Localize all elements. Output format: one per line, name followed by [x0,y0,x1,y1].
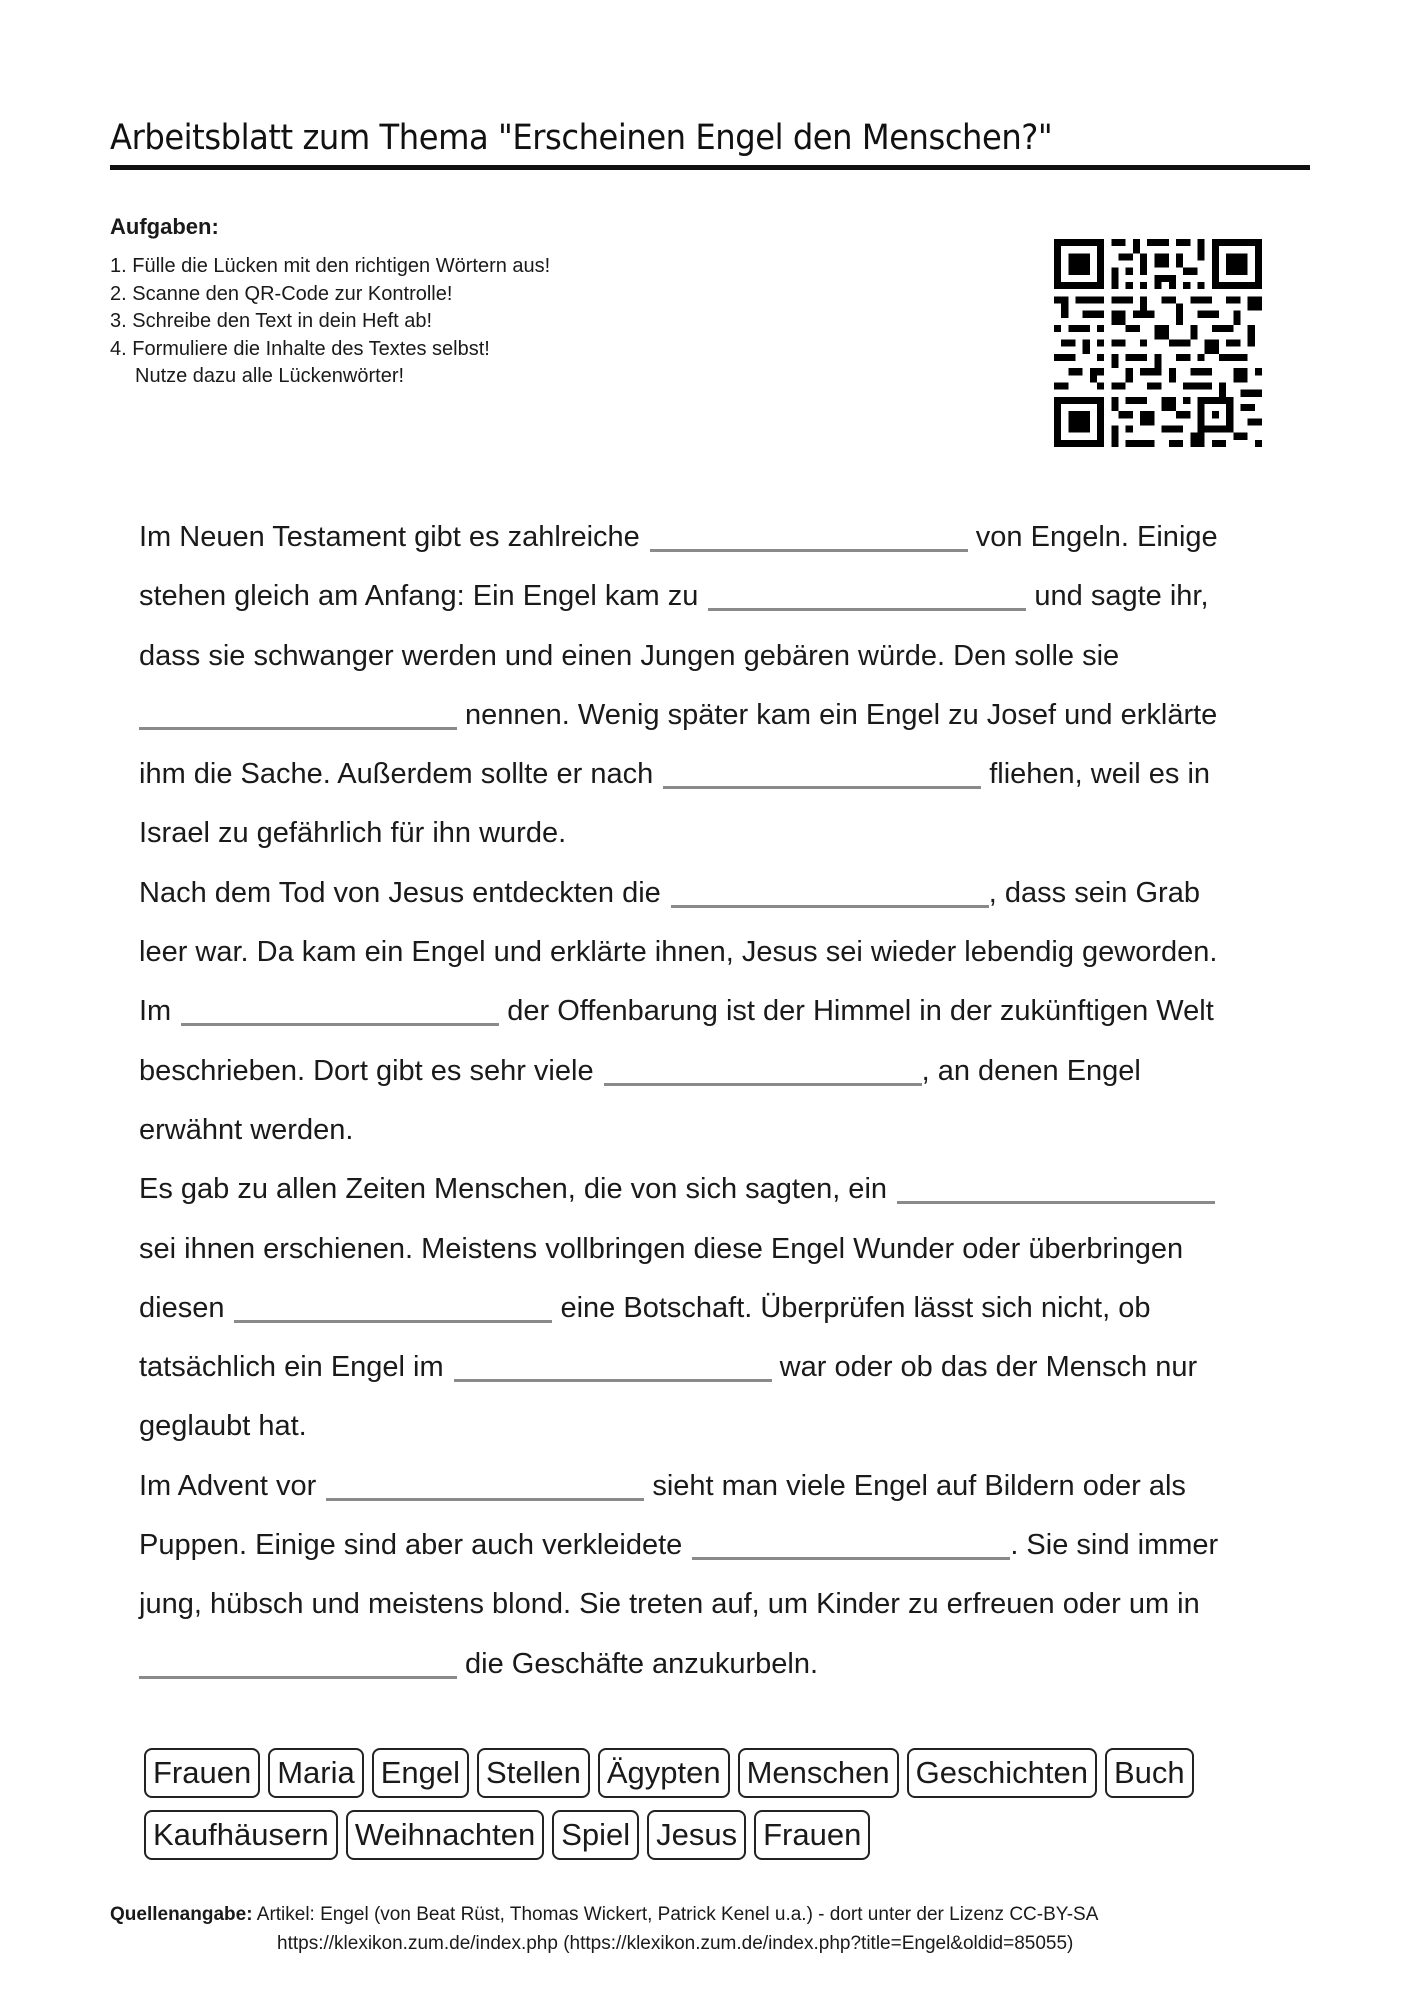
text-segment: Israel zu gefährlich für ihn wurde. [139,817,567,850]
word-chip[interactable]: Ägypten [598,1748,730,1798]
text-segment: der Offenbarung ist der Himmel in der zukünftigen Welt [507,995,1214,1028]
text-line [139,1516,1279,1575]
word-chip[interactable]: Geschichten [907,1748,1097,1798]
text-segment: Nach dem Tod von Jesus entdeckten die [139,876,661,909]
blank-field[interactable] [897,1173,1215,1204]
text-line [139,686,1279,745]
text-segment: , dass sein Grab [988,876,1200,909]
word-chip[interactable]: Frauen [144,1748,260,1798]
blank-field[interactable] [671,877,989,908]
task-item: 3. Schreibe den Text in dein Heft ab! [110,310,433,332]
text-segment: Im [139,995,172,1028]
text-segment: eine Botschaft. Überprüfen lässt sich nicht, ob [560,1291,1151,1324]
text-segment: und sagte ihr, [1034,580,1209,613]
text-line [139,627,1279,686]
task-item: 4. Formuliere die Inhalte des Textes selbst! [110,337,490,360]
word-chip[interactable]: Weihnachten [346,1810,544,1860]
word-chip[interactable]: Spiel [552,1810,639,1860]
blank-field[interactable] [454,1351,772,1382]
text-segment: geglaubt hat. [139,1410,307,1443]
text-line [139,745,1279,804]
text-segment: jung, hübsch und meistens blond. Sie treten auf, um Kinder zu erfreuen oder um in [139,1588,1200,1621]
text-segment: Im Advent vor [139,1469,317,1502]
text-line [139,1101,1279,1160]
text-segment: die Geschäfte anzukurbeln. [465,1647,819,1680]
task-list [110,253,550,391]
tasks-heading: Aufgaben: [110,214,219,239]
source-label: Quellenangabe: [110,1904,253,1925]
text-segment: diesen [139,1291,225,1324]
blank-field[interactable] [604,1055,922,1086]
task-item: 2. Scanne den QR-Code zur Kontrolle! [110,282,453,305]
text-segment: fliehen, weil es in [989,758,1211,791]
text-segment: leer war. Da kam ein Engel und erklärte ihnen, Jesus sei wieder lebendig geworden. [139,936,1218,969]
word-chip[interactable]: Jesus [647,1810,746,1860]
word-bank-row [144,1748,1294,1798]
task-item-continuation: Nutze dazu alle Lückenwörter! [135,365,405,387]
source-text: Artikel: Engel (von Beat Rüst, Thomas Wickert, Patrick Kenel u.a.) - dort unter der Lizenz CC-BY-SA [256,1904,1099,1925]
text-segment: von Engeln. Einige [975,521,1218,553]
source-url[interactable]: https://klexikon.zum.de/index.php (https://klexikon.zum.de/index.php?title=Engel&oldid=85055) [277,1933,1074,1954]
page-title: Arbeitsblatt zum Thema "Erscheinen Engel den Menschen?" [110,118,1053,158]
text-segment: dass sie schwanger werden und einen Jungen gebären würde. Den solle sie [139,639,1120,672]
text-segment: Puppen. Einige sind aber auch verkleidete [139,1529,683,1562]
qr-code [1054,239,1262,447]
task-item: 1. Fülle die Lücken mit den richtigen Wörtern aus! [110,255,551,277]
text-segment: stehen gleich am Anfang: Ein Engel kam zu [139,580,699,613]
source-note [110,1900,1098,1958]
text-segment: beschrieben. Dort gibt es sehr viele [139,1054,594,1087]
text-line [139,1160,1279,1219]
word-bank-row [144,1810,1294,1860]
text-segment: tatsächlich ein Engel im [139,1351,444,1384]
text-line [139,1279,1279,1338]
text-segment: . Sie sind immer [1010,1529,1219,1562]
text-line [139,923,1279,982]
text-segment: Es gab zu allen Zeiten Menschen, die von sich sagten, ein [139,1173,888,1206]
word-chip[interactable]: Frauen [754,1810,870,1860]
text-line [139,1575,1279,1634]
text-line [139,567,1279,626]
text-segment: , an denen Engel [921,1054,1141,1087]
text-line [139,1220,1279,1279]
blank-field[interactable] [663,758,981,789]
blank-field[interactable] [692,1529,1010,1560]
text-segment: sieht man viele Engel auf Bildern oder als [652,1469,1186,1502]
title-underline [110,165,1310,170]
text-line [139,1042,1279,1101]
word-bank [144,1748,1294,1872]
word-chip[interactable]: Maria [268,1748,364,1798]
text-line [139,1338,1279,1397]
text-segment: ihm die Sache. Außerdem sollte er nach [139,758,654,791]
word-chip[interactable]: Menschen [738,1748,899,1798]
blank-field[interactable] [326,1470,644,1501]
text-line [139,864,1279,923]
text-segment: war oder ob das der Mensch nur [779,1351,1198,1384]
text-line [139,1457,1279,1516]
word-chip[interactable]: Buch [1105,1748,1194,1798]
text-segment: erwähnt werden. [139,1113,354,1146]
text-line [139,1635,1279,1694]
word-chip[interactable]: Kaufhäusern [144,1810,338,1860]
blank-field[interactable] [139,1648,457,1679]
text-line [139,508,1279,567]
word-chip[interactable]: Engel [372,1748,469,1798]
text-segment: Im Neuen Testament gibt es zahlreiche [139,521,640,553]
blank-field[interactable] [181,995,499,1026]
word-chip[interactable]: Stellen [477,1748,590,1798]
cloze-text [139,508,1279,1694]
blank-field[interactable] [234,1292,552,1323]
blank-field[interactable] [708,580,1026,611]
text-line [139,1397,1279,1456]
blank-field[interactable] [139,699,457,730]
text-segment: nennen. Wenig später kam ein Engel zu Josef und erklärte [465,698,1218,731]
text-line [139,982,1279,1041]
text-line [139,804,1279,863]
blank-field[interactable] [650,521,968,552]
text-segment: sei ihnen erschienen. Meistens vollbringen diese Engel Wunder oder überbringen [139,1232,1184,1265]
